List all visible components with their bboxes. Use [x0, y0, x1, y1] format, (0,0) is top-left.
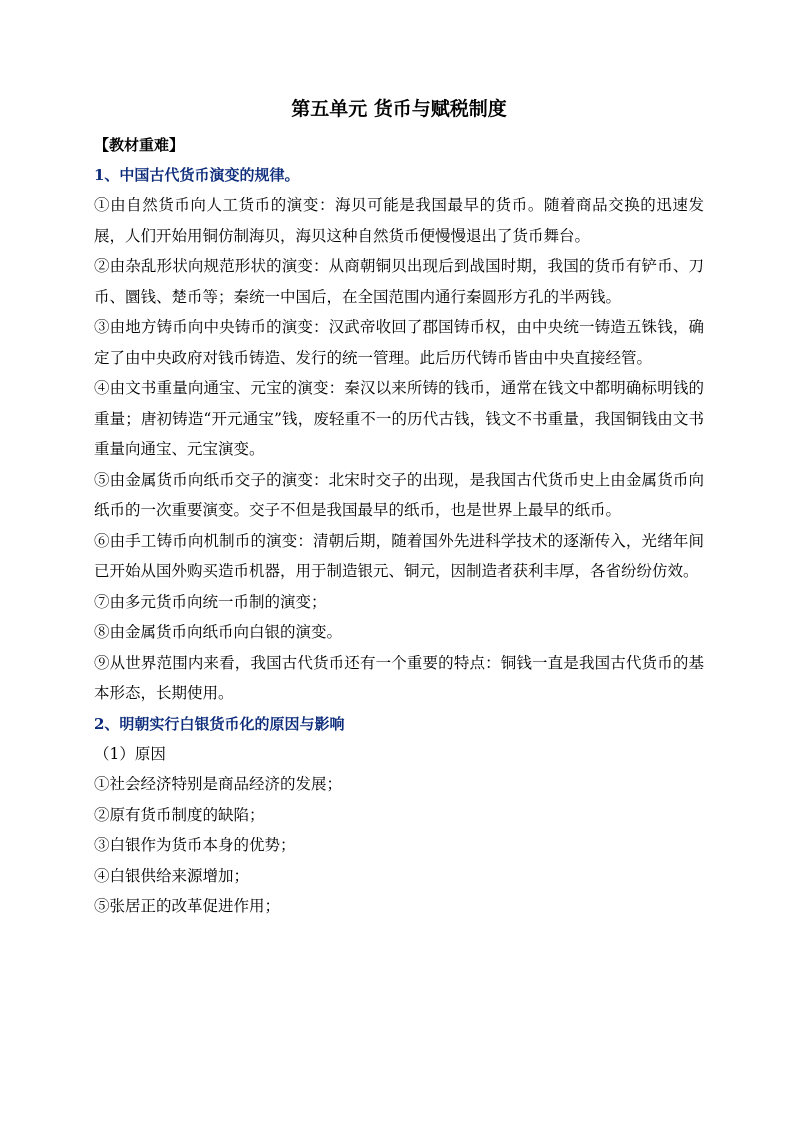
paragraph: ⑨从世界范围内来看，我国古代货币还有一个重要的特点：铜钱一直是我国古代货币的基本形态，长期使用。 — [94, 653, 704, 702]
paragraph: ②由杂乱形状向规范形状的演变：从商朝铜贝出现后到战国时期，我国的货币有铲币、刀币、圜钱、楚币等；秦统一中国后，在全国范围内通行秦圆形方孔的半两钱。 — [94, 257, 704, 306]
section-label: 【教材重难】 — [94, 136, 185, 154]
section-heading-2: 2、明朝实行白银货币化的原因与影响 — [94, 714, 345, 733]
paragraph: ①由自然货币向人工货币的演变：海贝可能是我国最早的货币。随着商品交换的迅速发展，人们开始用铜仿制海贝，海贝这种自然货币便慢慢退出了货币舞台。 — [94, 196, 704, 245]
list-item: ①社会经济特别是商品经济的发展； — [94, 775, 343, 793]
paragraph: ④由文书重量向通宝、元宝的演变：秦汉以来所铸的钱币，通常在钱文中都明确标明钱的重量；唐初铸造“开元通宝”钱，废轻重不一的历代古钱，钱文不书重量，我国铜钱由文书重量向通宝、元宝演变。 — [94, 379, 704, 458]
paragraph: ③由地方铸币向中央铸币的演变：汉武帝收回了郡国铸币权，由中央统一铸造五铢钱，确定了由中央政府对钱币铸造、发行的统一管理。此后历代铸币皆由中央直接经管。 — [94, 318, 704, 367]
paragraph: ⑦由多元货币向统一币制的演变； — [94, 592, 327, 611]
section-heading-1: 1、中国古代货币演变的规律。 — [94, 166, 300, 184]
list-item: ③白银作为货币本身的优势； — [94, 836, 296, 854]
page-title: 第五单元 货币与赋税制度 — [291, 98, 507, 120]
paragraph: ⑧由金属货币向纸币向白银的演变。 — [94, 623, 343, 641]
document-page — [94, 92, 704, 922]
paragraph: ⑤由金属货币向纸币交子的演变：北宋时交子的出现，是我国古代货币史上由金属货币向纸币的一次重要演变。交子不但是我国最早的纸币，也是世界上最早的纸币。 — [94, 470, 704, 519]
paragraph: ⑥由手工铸币向机制币的演变：清朝后期，随着国外先进科学技术的逐渐传入，光绪年间已开始从国外购买造币机器，用于制造银元、铜元，因制造者获利丰厚，各省纷纷仿效。 — [94, 531, 704, 580]
list-item: ⑤张居正的改革促进作用； — [94, 897, 281, 915]
list-item: ②原有货币制度的缺陷； — [94, 805, 265, 824]
list-item: ④白银供给来源增加； — [94, 866, 250, 885]
subheading: （1）原因 — [94, 744, 166, 763]
